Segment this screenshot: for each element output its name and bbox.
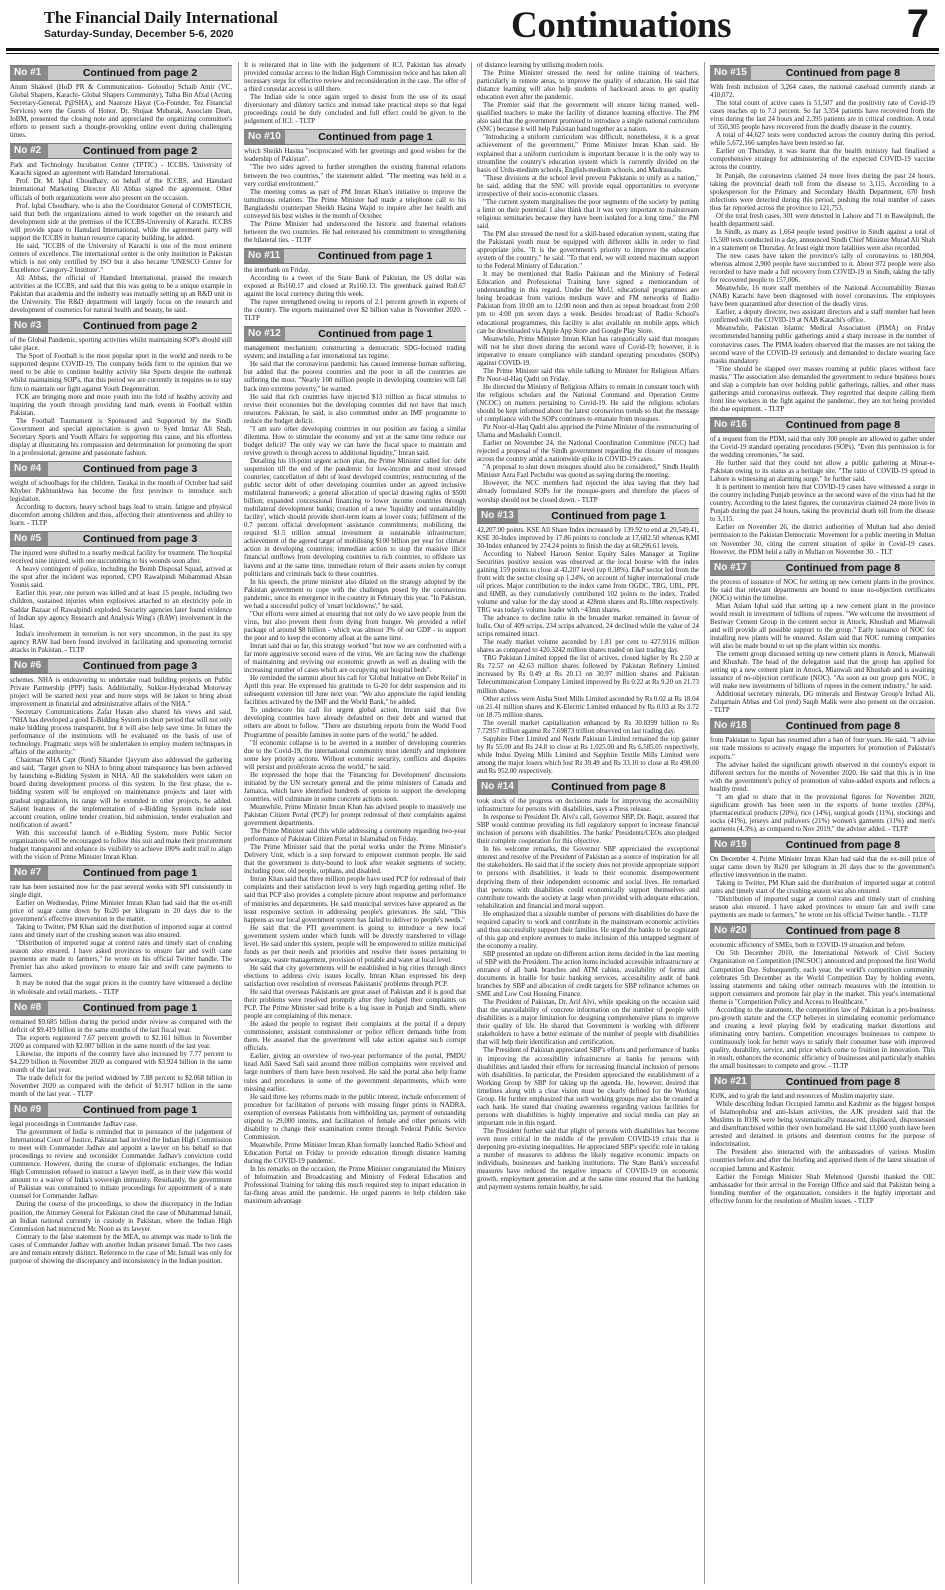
body-paragraph: Earlier on Wednesday, Prime Minister Imran Khan had said that the ex-mill price of sugar came down by Rs20 per kilogram in 20 days due to the government's effective intervention in the matter. — [10, 899, 232, 924]
body-paragraph: The overall market capitalization enhanced by Rs 30.8399 billion to Rs 7.72957 trillion against Rs 7.69873 trillion observed on last trading day. — [477, 719, 699, 735]
continuation-heading: Continued from page 2 — [82, 320, 198, 333]
story-number-badge: No #14 — [477, 780, 518, 794]
body-paragraph: Prof. Iqbal Choudhary, who is also the Coordinator General of COMSTECH, said that both the organizations aimed to work together on the research and development side at the premises of the ICCBS-University of Karachi. ICCBS will provide space to Hamdard International, while the agreement party will support the ICCBS in human resource capacity building, he added. — [10, 202, 232, 242]
continuation-heading: Continued from page 3 — [82, 659, 198, 672]
body-paragraph: took stock of the progress on decisions made for improving the accessibility infrastructure for persons with disabilities, says a Press release. — [477, 798, 699, 814]
story-number-badge: No #17 — [710, 561, 751, 575]
body-paragraph: The PM also stressed the need for a skill-based education system, stating that the Pakistani youth must be equipped with different skills in order to find appropriate jobs. "It is the government's priority to improve the education system of the country," he said. "To that end, we will extend maximum support to the Federal Ministry of Education." — [477, 230, 699, 271]
body-paragraph: "Fine should be slapped over masses roaming at public places without face masks," The association also demanded the government to reduce business hours and slap a complete ban over holding public gatherings, rallies, and other mass gatherings amid coronavirus outbreak. They regretted that despite calling them front line workers in the fight against the pandemic, they are not being provided the due equipment. - TLTP — [710, 365, 935, 413]
body-paragraph: According to a tweet of the State Bank of Pakistan, the US dollar was exposed at Rs160.17 and closed at Rs160.13. The greenback gained Rs0.67 against the local currency during this week. — [244, 274, 466, 299]
body-paragraph: Additional secretary minerals, DG minerals and Bestway Group's Irshad Ali, Zulqarnain Abbas and Col (retd) Saqib Malik were also present on the occasion. - TLTP — [710, 691, 935, 715]
body-paragraph: India's involvement in terrorism is not very uncommon, in the past its spy agency RAW had been found involved in facilitating and sponsoring terrorist attacks in Pakistan. - TLTP — [10, 630, 232, 654]
story-number-badge: No #12 — [244, 327, 285, 341]
body-paragraph: TRG Pakistan Limited topped the list of actives, closed higher by Rs 2.50 at Rs 72.57 on 42.63 million shares followed by Pakistan Refinery Limited increased by Rs 0.49 at Rs 20.13 on 30.97 million shares and Pakistan Telecommunication Company Limited improved by Rs 0.22 at Rs 9.20 on 21.73 million shares. — [477, 655, 699, 695]
continuation-banner — [10, 865, 232, 881]
body-paragraph: "Introducing a uniform curriculum was difficult, nonetheless, it is a great achievement of the government," Prime Minister Imran Khan said. He explained that a uniform curriculum is important because it is the only way to streamline the country's education system which is currently divided on the basis of Urdu-medium schools, English-medium schools, and Madrassahs. — [477, 134, 699, 174]
article-continuation — [244, 248, 466, 323]
continuation-banner — [244, 248, 466, 264]
body-paragraph: remained $9.685 billion during the period under review as compared with the deficit of $9.419 billion in the same months of the last fiscal year. — [10, 1018, 232, 1034]
article-continuation — [477, 508, 699, 776]
body-paragraph: "A proposal to shut down mosques should also be considered," Sindh Health Minister Azra Fazl Pechuhu was quoted as saying during the meeting. — [477, 464, 699, 480]
body-paragraph: On 5th December 2010, the International Network of Civil Society Organization on Competition (INCSOC) announced and proposed the first World Competition Day. Subsequently, each year, the world's competition community celebrates 5th December as the World Competition Day by holding events, issuing statements and taking other outreach measures with the intention to support consumers and promote fair play in the market. This year's international theme is "Competition Policy and Access to Healthcare." — [710, 950, 935, 1006]
paper-name: The Financial Daily International — [44, 8, 278, 27]
continuation-heading: Continued from page 1 — [82, 1001, 198, 1014]
body-paragraph: He said that rich countries have injected $13 trillion as fiscal stimulus to revive their economies but the developing countries did not have that much resources. Pakistan, he said, is also committed under an IMF programme to reduce the budget deficit. — [244, 393, 466, 425]
continuation-heading: Continued from page 2 — [82, 67, 198, 79]
body-paragraph: He said that the coronavirus pandemic has caused immense human suffering, but added that the poorest countries and the poor in all the countries are suffering the most. "Nearly 100 million people in developing countries will fall back into extreme poverty," he warned. — [244, 361, 466, 393]
body-paragraph: He said three key reforms made in the public interest, include enforcement of procedure for facilitation of persons with missing finger prints in NADRA, exemption of overseas Pakistanis from withholding tax, payment of outstanding stipend to 29,000 interns, and facilitation of female and other persons with disability to change their examination centre through Federal Public Service Commission. — [244, 1093, 466, 1141]
body-paragraph: A total of 44,627 tests were conducted across the country during this period, while 5,672,166 samples have been tested so far. — [710, 132, 935, 148]
story-number-badge: No #11 — [244, 249, 284, 263]
continuation-banner — [10, 318, 232, 334]
story-number-badge: No #21 — [710, 1075, 751, 1089]
article-continuation — [244, 326, 466, 1206]
article-continuation — [477, 62, 699, 505]
article-continuation — [10, 143, 232, 315]
body-paragraph: The Prime Minister stressed the need for online training of teachers, particularly in remote areas, to improve the quality of education. He said that distance learning will also help students of backward areas to get quality education even after the pandemic. — [477, 70, 699, 102]
body-paragraph: Earlier on November 24, the National Coordination Committee (NCC) had rejected a proposal of the Sindh government regarding the closure of mosques across the country amid a nationwide spike in COVID-19 cases. — [477, 440, 699, 464]
article-continuation — [710, 923, 935, 1071]
body-paragraph: The ready market volume ascended by 1.81 per cent to 427.9116 million shares as compared to 420.3242 million shares traded on last trading day. — [477, 639, 699, 655]
continuation-heading: Continued from page 1 — [551, 509, 666, 522]
body-paragraph: 42,207.00 points. KSE All Share Index increased by 139.92 to end at 29,549.41, KSE 30-Index improved by 17.86 points to conclude at 17,682.50 whereas KMI 30-Index enhanced by 274.24 points to finish the day at 68,296.61 levels. — [477, 526, 699, 550]
body-paragraph: In his speech, the prime minister also dilated on the strategy adopted by the Pakistan government to cope with the challenges posed by the coronavirus pandemic, since its emergence in the country in February this year. "In Pakistan, we had a successful policy of 'smart lockdowns'," he said. — [244, 578, 466, 610]
continuation-banner — [244, 326, 466, 342]
story-number-badge: No #7 — [10, 866, 48, 880]
body-paragraph: rate has been sustained now for the past several weeks with SPI consistently in single digit. — [10, 883, 232, 899]
body-paragraph: "Our efforts were aimed at ensuring that not only do we save people from the virus, but also prevent them from dying from hunger. We provided a relief package of around $8 billion - which was almost 3% of our GDP - to support the poor and to keep the economy afloat at the same time. — [244, 610, 466, 642]
continuation-heading: Continued from page 8 — [785, 838, 901, 851]
body-paragraph: He asked the people to register their complaints at the portal if a deputy commissioner, assistant commissioner or police officer demands bribe from them. He assured that the government will take action against such corrupt officials. — [244, 1021, 466, 1053]
article-continuation — [710, 718, 935, 834]
article-continuation — [10, 531, 232, 655]
body-paragraph: Mian Aslam Iqbal said that setting up a new cement plant in the province would result in investment of billions of rupees. "We welcome the investment of Bestway Cement Group in the cement sector in Attock, Khushab and Mianwali and will provide all possible support to the group." Early issuance of NOC for installing new plants will be ensured. Aslam said that NOC running companies will also be made bound to set up the plant within six months. — [710, 602, 935, 650]
story-number-badge: No #2 — [10, 144, 48, 158]
body-paragraph: Earlier on Thursday, it was learnt that the health ministry had finalised a comprehensive strategy for administering of the expected COVID-19 vaccine across the country. — [710, 148, 935, 172]
body-paragraph: Likewise, the imports of the country have also increased by 7.77 percent to $4.229 billion in November 2020 as compared with $3.924 billion in the same month of the last year. — [10, 1050, 232, 1074]
body-paragraph: It is pertinent to mention here that COVID-19 cases have witnessed a surge in the country including Punjab province as the second wave of the virus had hit the country. According to the latest figures, the coronavirus claimed 24 more lives in Punjab during the past 24 hours, taking the provincial death toll from the disease to 3,115. — [710, 484, 935, 524]
body-paragraph: However, the NCC members had rejected the idea saying that they had already formulated SOPs for the mosque-goers and therefore the places of worship should not be closed down. - TLTP — [477, 480, 699, 504]
body-paragraph: A heavy contingent of police, including the Bomb Disposal Squad, arrived at the spot after the incident was reported, CPO Rawalpindi Muhammad Ahsan Younis said. — [10, 566, 232, 590]
body-paragraph: The President of Pakistan appreciated SBP's efforts and performance of banks in improving the accessibility infrastructure at banks for persons with disabilities and lauded their efforts for increasing financial inclusion of persons with disabilities. In particular, the President appreciated the establishment of a Working Group by SBP for taking up the agenda. He, however, desired that timelines along with a clear vision must be clearly defined for the Working Group. He further emphasized that such working groups may also be created at each bank. He stated that creating awareness regarding various facilities for persons with disabilities is highly imperative and social media can play an important role in this regard. — [477, 1047, 699, 1127]
body-paragraph: Contrary to the false statement by the MEA, no attempt was made to link the cases of Commander Jadhav with another Indian prisoner Ismail. The two cases are and remain entirely distinct. Reference to the case of Mr. Ismail was only for purpose of showing the discrepancy and inconsistency in the Indian position. — [10, 1233, 232, 1265]
body-paragraph: The Sport of Football is the most popular sport in the world and needs to be supported despite COVID-19. The company holds firm to the opinion that we need to be able to continue healthy activity like Sports despite the outbreak whilst maintaining SOP's, that this period we are currently in requires us to stay firm to maintain our fight against Youth Degeneration. — [10, 353, 232, 393]
body-paragraph: The total count of active cases is 51,507 and the positivity rate of Covid-19 cases reaches up to 7.3 percent. So far 3,354 patients have recovered from the virus during the last 24 hours and 2,395 patients are in critical condition. A total of 350,305 people have recovered from the deadly disease in the country. — [710, 100, 935, 132]
body-paragraph: "I am glad to share that in the provisional figures for November 2020, significant growth has been seen in the exports of home textiles (20%), pharmaceutical products (20%), rice (14%), surgical goods (11%), stockings and socks (41%), jerseys and pullovers (21%) women's garments (11%) and men's garments (4.3%), as compared to Nov 2019," the adviser added. - TLTP — [710, 793, 935, 833]
body-paragraph: Meanwhile, Prime Minister Imran Khan has categorically said that mosques will not be shut down during the second wave of Covid-19; however, it is imperative to ensure compliance with standard operating procedures (SOPs) against COVID-19. — [477, 335, 699, 367]
body-paragraph: He said that overseas Pakistanis are great asset of Pakistan and it is good that their problems were resolved promptly after they lodged their complaints on PCP. The Prime Minister said bribe is a big issue in Punjab and Sindh, where people are complaining of this menace. — [244, 989, 466, 1021]
body-paragraph: the process of issuance of NOC for setting up new cement plants in the province. He said that relevant departments are bound to issue no-objection certificates (NOCs) within the timeline. — [710, 578, 935, 602]
continuation-heading: Continued from page 1 — [317, 249, 433, 262]
body-paragraph: To underscore his call for urgent global action, Imran said that five developing countries have already defaulted on their debt and warned that others are about to follow. "There are disturbing reports from the World Food Programme of possible famines in some parts of the world," he added. — [244, 707, 466, 739]
continuation-heading: Continued from page 3 — [82, 533, 198, 546]
article-continuation — [10, 318, 232, 458]
continuation-heading: Continued from page 8 — [551, 781, 666, 794]
masthead-rule-thin — [6, 53, 939, 54]
body-paragraph: In response to President Dr. Alvi's call, Governor SBP, Dr. Baqir, assured that SBP would continue providing its full regulatory support to increase financial inclusion of persons with disabilities. The banks' Presidents/CEOs also pledged their complete cooperation for this objective. — [477, 814, 699, 846]
body-paragraph: The injured were shifted to a nearby medical facility for treatment. The hospital received nine injured, with one succumbing to his wounds soon after. — [10, 550, 232, 566]
continuation-heading: Continued from page 8 — [785, 720, 901, 733]
body-paragraph: He reminded the summit about his call for 'Global Initiative on Debt Relief' in April this year. He expressed his gratitude to G-20 for debt suspension and its subsequent extension till June next year. "We also appreciate the rapid lending facilities activated by the IMF and the World Bank," he added. — [244, 675, 466, 707]
body-paragraph: The Indian side is once again urged to desist from the use of its usual diversionary and dilatory tactics and instead take practical steps so that legal proceedings could be duly concluded and full effect could be given to the judgement of ICJ. - TLTP — [244, 94, 466, 126]
continuation-banner — [710, 1074, 935, 1090]
continuation-heading: Continued from page 1 — [82, 1104, 198, 1117]
continuation-banner — [10, 143, 232, 159]
body-paragraph: The Prime Minister said that the portal works under the Prime Minister's Delivery Unit, which is a step forward to empower common people. He said that the government is duty-bound to look after weaker segments of society, including poor, old people, orphans, and disabled. — [244, 844, 466, 876]
column-2 — [244, 62, 466, 1582]
continuation-banner — [10, 658, 232, 674]
article-continuation — [710, 1074, 935, 1206]
article-continuation — [244, 62, 466, 126]
article-continuation — [244, 129, 466, 245]
body-paragraph: In Sindh, as many as 1,664 people tested positive in Sindh against a total of 15,500 tests conducted in a day, announced Sindh Chief Minister Murad Ali Shah in a statement on Thursday. At least eight more fatalities were also recorded. — [710, 228, 935, 252]
continuation-heading: Continued from page 1 — [82, 866, 198, 879]
article-continuation — [10, 1102, 232, 1266]
body-paragraph: Earlier, a deputy director, two assistant directors and a staff member had been confirmed with the COVID-19 at NAB Karachi's office. — [710, 309, 935, 325]
body-paragraph: Ali Abbas, the official of Hamdard International, praised the research activities at the ICCBS, and said that this was going to be a unique example in Pakistan that academia and the industry was mutually setting up an R&D unit in the University. The R&D department will largely focus on the research and development of cosmetics for natural health and beauty, he said. — [10, 274, 232, 315]
body-paragraph: The President further said that plight of persons with disabilities has become even more critical in the middle of the prevalent COVID-19 crisis that is deepening pre-existing inequalities. He appreciated SBP's specific role in taking a number of measures to address the likely negative economic impacts on individuals, businesses and banking institutions. The State Bank's successful measures have reduced the negative impacts of COVID-19 on economic growth, employment generation and at the same time ensured that the banking and payment systems remain healthy, he said. — [477, 1127, 699, 1192]
body-paragraph: "These divisions at the school level prevent Pakistanis to unify as a nation," he said, adding that the SNC will provide equal opportunities to everyone irrespective of their socio-economic classes. — [477, 174, 699, 198]
article-continuation — [10, 1000, 232, 1099]
article-continuation — [710, 837, 935, 920]
body-paragraph: "The two sides agreed to further strengthen the existing fraternal relations between the two countries," the statement added. "The meeting was held in a very cordial environment." — [244, 164, 466, 188]
body-paragraph: The Prime Minister said this while addressing a ceremony regarding two-year performance of Pakistan Citizen Portal in Islamabad on Friday. — [244, 828, 466, 844]
article-continuation — [710, 65, 935, 414]
story-number-badge: No #18 — [710, 719, 751, 733]
body-paragraph: The cement group discussed setting up new cement plants in Attock, Mianwali and Khushab. The head of the delegation said that the group has applied for setting up a new cement plant in Attock, Mianwali and Khushab and is awaiting issuance of no-objection certificate (NOC). "As soon as our group gets NOC, it will make new investments of billions of rupees in the cement industry," he said. — [710, 651, 935, 691]
body-paragraph: The President also interacted with the ambassadors of various Muslim countries before and after the briefing and apprised them of the latest situation of occupied Jammu and Kashmir. — [710, 1149, 935, 1173]
body-paragraph: During the course of the proceedings, to show the discrepancy in the Indian position, the Attorney General for Pakistan cited the case of Muhammad Ismail, an Indian national currently in custody in Pakistan, where the Indian High Commission had instructed Mr. Noon as its lawyer. — [10, 1201, 232, 1233]
story-number-badge: No #10 — [244, 130, 285, 144]
body-paragraph: According to the statement, the competition law of Pakistan is a pro-business, pro-growth statute and the CCP believes in stimulating economic performance and creating a level playing field by eradicating market distortions and eliminating entry barriers. Competition encourages businesses to compete to continuously look for better ways to satisfy their consumer base with improved quality, durability, service, and price which come to fruition in innovation. This in result, enhances the economic efficiency of businesses and particularly enables the small businesses to compete and grow. - TLTP — [710, 1006, 935, 1071]
section-title: Continuations — [511, 5, 732, 46]
body-paragraph: of distance learning by utilising modern tools. — [477, 62, 604, 69]
body-paragraph: With fresh inclusion of 3,264 cases, the national caseload currently stands at 410,072. — [710, 84, 935, 100]
story-number-badge: No #3 — [10, 319, 48, 333]
continuation-banner — [10, 531, 232, 547]
body-paragraph: Other actives were Aisha Steel Mills Limited ascended by Rs 0.02 at Rs 18.04 on 21.41 million shares and K-Electric Limited enhanced by Rs 0.03 at Rs 3.72 on 18.75 million shares. — [477, 695, 699, 719]
body-paragraph: The meeting comes as part of PM Imran Khan's initiative to improve the tumultuous relations. The Prime Minister had made a telephone call to his Bangladeshi counterpart Sheikh Hasina Wajid to inquire after her health and conveyed his best wishes in the month of October. — [244, 188, 466, 220]
column-divider — [471, 62, 472, 1584]
body-paragraph: It may be noted that the sugar prices in the country have witnessed a decline in wholesale and retail markets. - TLTP — [10, 980, 232, 996]
body-paragraph: Of the total fresh cases, 301 were detected in Lahore and 71 in Rawalpindi, the health department said. — [710, 212, 935, 228]
body-paragraph: "Distribution of imported sugar at control rates and timely start of crushing season also ensured. I have asked provinces to ensure fair and swift cane payments are made to farmers," he wrote on his official Twitter handle. - TLTP — [710, 896, 935, 920]
body-paragraph: Taking to Twitter, PM Khan said the distribution of imported sugar at control rates and timely start of the crushing season was also ensured. — [710, 880, 935, 896]
body-paragraph: Meanwhile, 16 more staff members of the National Accountability Bureau (NAB) Karachi have been diagnosed with novel coronavirus. The employees have been quarantined after detection of the deadly virus. — [710, 285, 935, 309]
body-paragraph: The Football Tournament is Sponsored and Supported by the Sindh Government and special appreciation is given to Syed Imtiaz Ali Shah, Secretary Sports and Youth Affairs for supporting this cause, and his effortless display at illustrating his compassion and determination for promoting the sport in a professional, genuine and passionate fashion. — [10, 417, 232, 457]
article-continuation — [10, 658, 232, 862]
story-number-badge: No #16 — [710, 418, 751, 432]
story-number-badge: No #15 — [710, 66, 751, 80]
continuation-banner — [710, 417, 935, 433]
body-paragraph: FCK are bringing more and more youth into the fold of healthy activity and inspiring the youth through providing land mark events in Football within Pakistan. — [10, 393, 232, 417]
continuation-banner — [10, 1000, 232, 1016]
body-paragraph: In Punjab, the coronavirus claimed 24 more lives during the past 24 hours, taking the provincial death toll from the disease to 3,115. According to a spokesperson for the Primary and Secondary Health Department, 670 fresh infections were detected during this period, pushing the total number of cases thus far reported across the province to 121,753. — [710, 172, 935, 212]
body-paragraph: The Premier said that the government will ensure hiring trained, well-qualified teachers to make the facility of distance learning effective. The PM also said that the government promised to introduce a single national curriculum (SNC) because it will help Pakistan band together as a nation. — [477, 102, 699, 134]
masthead-rule — [6, 48, 939, 51]
body-paragraph: He expressed the hope that the 'Financing for Development' discussions initiated by the UN secretary general and the prime ministers of Canada and Jamaica, which have identified hundreds of options to support the developing countries, will culminate in some concrete actions soon. — [244, 771, 466, 803]
body-paragraph: Meanwhile, Pakistan Islamic Medical Association (PIMA) on Friday recommended banning public gatherings amid a sharp increase in the number of coronavirus cases. The PIMA leaders observed that the masses are not taking the second wave of the COVID-19 seriously and demanded to declare wearing face masks mandatory. — [710, 325, 935, 365]
body-paragraph: Meanwhile, Prime Minister Imran Khan has advised people to massively use Pakistan Citizen Portal (PCP) for prompt redressal of their complaints against government departments. — [244, 803, 466, 828]
body-paragraph: In his remarks on the occasion, the Prime Minister congratulated the Ministry of Information and Broadcasting and Ministry of Federal Education and Professional Training for taking this much required step to impart education in far-flung areas amid the pandemic. He urged parents to help children take maximum advantage — [244, 1166, 466, 1206]
body-paragraph: SBP presented an update on different action items decided in the last meeting of SBP with the President. The action items included accessible infrastructure at entrance of all bank branches and ATM cabins, availability of forms and documents in braille for basic banking services, accessibility audit of bank branches by SBP and allocation of credit targets for SBP refinance schemes on SME and Low Cost Housing Finance. — [477, 950, 699, 999]
body-paragraph: On December 4, Prime Minister Imran Khan had said that the ex-mill price of sugar came down by Rs20 per kilogram in 20 days due to the government's effective intervention in the matter. — [710, 855, 935, 880]
body-paragraph: It is reiterated that in line with the judgement of ICJ, Pakistan has already provided consular access to the Indian High Commission twice and has taken all necessary steps for effective review and reconsideration in the case. The offer of a third consular access is still there. — [244, 62, 466, 94]
article-continuation — [710, 560, 935, 716]
body-paragraph: The adviser hailed the significant growth observed in the country's export in different sectors for the months of November 2020. He said that this is in line with the government's policy of promotion of value-added exports and reflects a healthy trend. — [710, 761, 935, 793]
body-paragraph: Detailing his 10-point urgent action plan, the Prime Minister called for: debt suspension till the end of the pandemic for low-income and most stressed countries; cancellation of debt of least developed countries; restructuring of the public sector debt of other developing countries under an agreed inclusive multilateral framework; a general allocation of special drawing rights of $500 billion; expanded concessional financing to lower income countries through multilateral development banks; creation of a new 'liquidity and sustainability facility', which should provide short-term loans at lower costs; fulfilment of the 0.7 percent official development assistance commitments; mobilizing the required $1.5 trillion annual investment in sustainable infrastructure; achievement of the agreed target of mobilising $100 billion per year for climate action in developing countries; immediate action to stop the massive illicit financial outflows from developing countries to rich countries, to offshore tax havens and at the same time, immediate return of their assets stolen by corrupt politicians and criminals back to these countries. — [244, 457, 466, 578]
body-paragraph: which Sheikh Hasina "reciprocated with her greetings and good wishes for the leadership of Pakistan". — [244, 148, 466, 164]
article-continuation — [710, 417, 935, 557]
body-paragraph: The Prime Minister said this while talking to Minister for Religious Affairs Pir Noor-ul-Haq Qadri on Friday. — [477, 367, 699, 383]
body-paragraph: of the Global Pandemic, sporting activities whilst maintaining SOP's should still take place. — [10, 337, 232, 353]
continuation-heading: Continued from page 3 — [82, 462, 198, 475]
body-paragraph: Earlier the Foreign Minister Shah Mehmood Qureshi thanked the OIC ambassador for their arrival in the Foreign Office and said that Pakistan being a founding member of the organization, considers it the highly important and effective forum for the resolution of Muslim issues. - TLTP — [710, 1173, 935, 1205]
continuation-banner — [244, 129, 466, 145]
continuation-heading: Continued from page 1 — [318, 131, 433, 144]
body-paragraph: With this successful launch of e-Bidding System, more Public Sector organizations will be encouraged to follow this suit and make their procurement budget transparent and enhance its visibility to achieve 100% audit trail to align with the vision of Prime Minister Imran Khan. — [10, 829, 232, 861]
body-paragraph: The exports registered 7.67 percent growth to $2.161 billion in November 2020 as compared with $2.007 billion in the same month of the last year. — [10, 1034, 232, 1050]
body-paragraph: Anum Shakeel (HoD PR & Communication- Goloutlo) Schaib Amir (VC, Global Shapers, Karachi- Global Shapers Community), Talha Bin Afzal (Acting Secretary-General, P@SHA), and Nauroze Hayat (Co-Founder, Tez Financial Services) were the Guests of Honor. Dr. Shujaat Mubarak, Associate Dean, IoBM, presented the closing note and appreciated the organizing committee's efforts to present such a thought-provoking online event during challenging times. — [10, 84, 232, 140]
body-paragraph: Imran Khan said that three million people have used PCP for redressal of their complaints and their satisfaction level is very high regarding getting relief. He said that PCP also provides a complete picture about response and performance of ministries and departments. He said municipal services have appeared as the least responsive section in addressing people's grievances. He said, "This happens as our local government system has failed to deliver to people's needs." — [244, 876, 466, 924]
page-number: 7 — [906, 2, 929, 46]
story-number-badge: No #19 — [710, 838, 751, 852]
continuation-banner — [477, 779, 699, 795]
body-paragraph: In his welcome remarks, the Governor SBP appreciated the exceptional interest and resolve of the President of Pakistan as a source of inspiration for all the stakeholders. He said that if the society does not provide appropriate support to persons with disabilities, it leads to their economic disempowerment depriving them of their independent economic and social lives. He remarked that persons with disabilities could economically support themselves and contribute towards the society at large when provided with adequate education, rehabilitation and financial and moral support. — [477, 846, 699, 910]
body-paragraph: Imran said that so far, this strategy worked "but now we are confronted with a far more aggressive second wave of the virus. We are facing now the challenge of maintaining and reviving our economic growth as well as dealing with the increasing number of cases which are occupying our hospital beds". — [244, 643, 466, 675]
body-paragraph: The government of India is reminded that in pursuance of the judgement of International Court of Justice, Pakistan had invited the Indian High Commission to meet with Commander Jadhav and appoint a lawyer on his behalf so that proceedings to review and reconsider Commander Jadhav's conviction could commence. However, during the course of diplomatic exchanges, the Indian High Commission refused to instruct a lawyer itself, as in their view this would amount to a waiver of India's sovereign immunity. Resultantly, the government of Pakistan was constrained to initiate proceedings for appointment of a state counsel for Commander Jadhav. — [10, 1129, 232, 1201]
continuation-banner — [710, 837, 935, 853]
body-paragraph: schemes. NHA is endeavoring to undertake road building projects on Public Private Partnership (PPP) basis. Additionally, Sukkur-Hyderabad Motorway project will be started next year and more steps will be taken to bring about improvement in financial and administrative affairs of the NHA." — [10, 676, 232, 708]
body-paragraph: "I am sure other developing countries in our position are facing a similar dilemma. How to stimulate the economy and yet at the same time reduce our budget deficit? The only way we can have the fiscal space to maintain and revive growth is through access to additional liquidity," Imran said. — [244, 425, 466, 457]
body-paragraph: Pir Noor-ul-Haq Qadri also apprised the Prime Minister of the restructuring of Ulama and Mashaikh Council. — [477, 424, 699, 440]
continuation-heading: Continued from page 8 — [785, 925, 901, 938]
continuation-heading: Continued from page 8 — [785, 561, 901, 574]
body-paragraph: Earlier this year, one person was killed and at least 15 people, including two children, sustained injuries when explosives attached to an electricity pole in Saddar Bazaar of Rawalpindi exploded. Security agencies later found evidence of Indian spy agency Research and Analysis Wing's (RAW) involvement in the blast. — [10, 590, 232, 630]
story-number-badge: No #5 — [10, 532, 48, 546]
body-paragraph: He said, "ICCBS of the University of Karachi is one of the most eminent centers of excellence. The international center is the only institution in Pakistan which is not only certified by ISO but it also became 'UNESCO Center for Excellence Category-2 Institute'." — [10, 242, 232, 274]
continuation-banner — [477, 508, 699, 524]
column-1 — [10, 62, 232, 1582]
body-paragraph: the interbank on Friday. — [244, 266, 310, 274]
continuation-banner — [10, 1102, 232, 1118]
masthead — [6, 0, 939, 64]
article-continuation — [477, 779, 699, 1192]
body-paragraph: The new cases have taken the province's tally of coronavirus to 180,904, whereas almost 2,900 people have succumbed to it. About 972 people were also recorded to have made a full recovery from COVID-19 in Sindh, taking the tally for recovered people to 157,006. — [710, 252, 935, 285]
continuation-banner — [710, 718, 935, 734]
article-continuation — [10, 865, 232, 997]
body-paragraph: weight of schoolbags for the children. Tarakai in the month of October had said Khyber Pakhtunkhwa has become the first province to introduce such legislation. — [10, 479, 232, 504]
continuation-heading: Continued from page 8 — [785, 1076, 901, 1089]
continuation-banner — [710, 923, 935, 939]
body-paragraph: Earlier, giving an overview of two-year performance of the portal, PMDU head Adil Saeed Safi said around three million complaints were received and large numbers of them have been resolved. He said the portal also help frame rules and procedures in some of the government departments, which were missing earlier. — [244, 1053, 466, 1093]
body-paragraph: The rupee strengthened owing to reports of 2.1 percent growth in exports of the country. The exports maintained over $2 billion value in November 2020. - TLTP — [244, 299, 466, 323]
body-paragraph: The trade deficit for the period widened by 7.88 percent to $2.068 billion in November 2020 as compared with the deficit of $1.917 billion in the same month of the last year. - TLTP — [10, 1074, 232, 1098]
body-paragraph: He said that the PTI government is going to introduce a new local government system under which funds will be directly transferred to village level. He said under this system, people will be empowered to utilize municipal funds as per their needs and priorities and resolve their issues pertaining to sewerage, waste management, provision of potable and water at local level. — [244, 924, 466, 964]
story-number-badge: No #13 — [477, 509, 518, 523]
body-paragraph: Prof. Dr. M. Iqbal Choudhary, on behalf of the ICCBS, and Hamdard International Marketing Director Ali Abbas signed the agreement. Other officials of both organizations were also present on the occasion. — [10, 178, 232, 202]
body-paragraph: Sapphire Fiber Limited and Nestle Pakistan Limited remained the top gainer by Rs 55.00 and Rs 24.8 to close at Rs 1,025.00 and Rs 6,585.05 respectively, while Indus Dyeing Mills Limited and Sapphire Textile Mills Limited were among the major losers which lost Rs 39.49 and Rs 33.10 to close at Rs 498.00 and Rs 952.00 respectively. — [477, 735, 699, 775]
continuation-heading: Continued from page 8 — [785, 418, 901, 431]
body-paragraph: The President of Pakistan, Dr. Arif Alvi, while speaking on the occasion said that the unavailability of concrete information on the number of people with disabilities is a major limitation for designing comprehensive plans to improve their quality of life. He shared that Government is working with different stakeholders to have a better estimate of the number of people with disabilities that will help their identification and certification. — [477, 999, 699, 1047]
body-paragraph: It may be mentioned that Radio Pakistan and the Ministry of Federal Education and Professional Training have signed a memorandum of understanding in this regard. Under the MoU, educational programmes are being broadcast from various medium wave and FM networks of Radio Pakistan from 10:00 am to 12:00 noon and then as repeat broadcast from 2:00 pm to 4:00 pm seven days a week. Besides broadcast of Radio School's educational programmes, this facility is also available on mobile apps, which can be downloaded via Apple App Store and Google Play Store. — [477, 271, 699, 335]
body-paragraph: He emphasized that a sizeable number of persons with disabilities do have the required capacity to work and contribute in the mainstream economic activities and thus successfully support their families. He urged the banks to be cognizant of this gap and explore avenues to make inclusion of this untapped segment of the economy a reality. — [477, 910, 699, 950]
body-paragraph: According to Nabeel Haroon Senior Equity Sales Manager at Topline Securities positive session was observed at the local bourse with the index gaining 159 points to close at 42,207 level (up 0.38%). E&P sector led from the front with the sector closing up 1.24%, on account of higher international crude oil prices. Major contribution to the index came from OGDC, TRG, UBL, PPL and HMB, as they cumulatively contributed 102 points to the index. Traded volume and value for the day stood at 428mn shares and Rs.18bn respectively. TRG was today's volume leader with ~43mn shares. — [477, 550, 699, 615]
column-divider — [704, 62, 705, 1584]
body-paragraph: Park and Technology Incubation Center (TPTIC) - ICCBS, University of Karachi signed an agreement with Hamdard International. — [10, 162, 232, 178]
body-paragraph: Secretary Communications Zafar Hasan also shared his views and said, "NHA has developed a good E-Bidding System in short period that will not only make bidding process transparent, but it will also help save time. In future the performance of the institutions will be evaluated on the basis of use of technology. Pragmatic steps will be undertaken to employ modern techniques in affairs of the authority." — [10, 709, 232, 757]
body-paragraph: IOJK, and to grab the land and resources of Muslim majority state. — [710, 1093, 895, 1101]
body-paragraph: According to doctors, heavy school bags lead to strain, fatigue and physical discomfort among children and thus, affecting their attentiveness and ability to learn. - TLTP — [10, 504, 232, 528]
continuation-banner — [710, 65, 935, 81]
body-paragraph: He said that city governments will be established in big cities through direct elections to address civic issues locally. Imran Khan expressed his deep satisfaction over resolution of overseas Pakistanis' problems through PCP. — [244, 964, 466, 988]
body-paragraph: Chairman NHA Capt (Retd) Sikander Qayyum also addressed the gathering and said, "Target given to NHA to bring about transparency has been achieved by launching e-Bidding System in NHA. All the stakeholders were taken on board during development process of this system. In the first phase, the e-bidding system will be employed on maintenance projects and later with gradual upgradation, its range will be extended to other projects, he added. Salient features of the implementation of e-Bidding System include user account creation, online tender creation, bid submission, tender evaluation and notification of award." — [10, 757, 232, 829]
body-paragraph: Earlier on November 26, the district authorities of Multan had also denied permission to the Pakistan Democratic Movement for a public meeting in Multan on November 30, citing the current situation of spike in Covid-19 cases. However, the PDM held a rally in Multan on November 30. - TLT — [710, 524, 935, 556]
continuation-banner — [10, 461, 232, 477]
body-paragraph: from Pakistan to Japan has resumed after a ban of four years. He said, "I advise our trade missions to actively engage the importers for promotion of Pakistan's exports." — [710, 737, 935, 761]
body-paragraph: The Prime Minister had underscored the historic and fraternal relations between the two countries. He had reiterated his commitment to strengthening the bilateral ties. - TLTP — [244, 220, 466, 244]
body-paragraph: legal proceedings in Commander Jadhav case. — [10, 1121, 138, 1129]
continuation-banner — [10, 65, 232, 81]
story-number-badge: No #1 — [10, 66, 48, 80]
continuation-heading: Continued from page 8 — [785, 67, 901, 79]
body-paragraph: Meanwhile, Prime Minister Imran Khan formally launched Radio School and Education Portal on Friday to provide education through distance learning during the COVID-19 pandemic. — [244, 1141, 466, 1165]
story-number-badge: No #9 — [10, 1103, 48, 1117]
body-paragraph: He directed the Ministry of Religious Affairs to remain in constant touch with the religious scholars and the National Command and Operation Centre (NCOC) on matters pertaining to Covid-19. He said the religious scholars should be kept informed about the latest coronavirus trends so that the message of compliance with the SOPs continues to emanate from mosques. — [477, 383, 699, 424]
issue-date: Saturday-Sunday, December 5-6, 2020 — [44, 28, 234, 40]
body-paragraph: economic efficiency of SMEs, both in COVID-19 situation and before. — [710, 942, 906, 950]
continuation-banner — [710, 560, 935, 576]
body-paragraph: "Distribution of imported sugar at control rates and timely start of crushing season also ensured. I have asked provinces to ensure fair and swift cane payments are made to farmers," he wrote on his official Twitter handle. The Premier has also asked provinces to ensure fair and swift cane payments to farmers. — [10, 940, 232, 980]
body-paragraph: The advance to decline ratio in the broader market remained in favour of bulls. Out of 409 scrips, 234 scrips advanced, 24 declined while the value of 24 scrips remained intact. — [477, 615, 699, 639]
body-paragraph: management mechanism; constructing a democratic SDG-focused trading system; and installing a fair international tax regime. — [244, 345, 466, 361]
article-continuation — [10, 65, 232, 140]
article-continuation — [10, 461, 232, 528]
body-paragraph: While describing Indian Occupied Jammu and Kashmir as the biggest hotspot of Islamophobia and anti-Islam activities, the AJK president said that the Muslims in IOJK were being systematically massacred, displaced, dispossessed and disenfranchised within their own homeland. He said 13,000 youth have been arrested and detained in prisons and detention centres for the purpose of indoctrination. — [710, 1101, 935, 1149]
continuation-heading: Continued from page 2 — [82, 145, 198, 158]
body-paragraph: "If economic collapse is to be averted in a number of developing countries due to the Covid-19, the international community must identify and implement some key priority actions. Without economic security, conflicts and disputes will persist and proliferate across the world," he said. — [244, 739, 466, 771]
body-paragraph: He further said that they could not allow a public gathering at Minar-e-Pakistan owing to its status as a heritage site. "The ratio of COVID-19 spread in Lahore is witnessing an alarming surge," he further said. — [710, 460, 935, 484]
story-number-badge: No #20 — [710, 924, 751, 938]
body-paragraph: "The current system marginalises the poor segments of the society by putting a limit on their potential. I also think that it was very important to mainstream religious seminaries because they have been isolated for a long time," the PM said. — [477, 198, 699, 230]
column-divider — [238, 62, 239, 1584]
continuation-heading: Continued from page 1 — [318, 328, 433, 341]
column-4 — [710, 62, 935, 1582]
column-3 — [477, 62, 699, 1582]
story-number-badge: No #6 — [10, 659, 48, 673]
story-number-badge: No #4 — [10, 462, 48, 476]
body-paragraph: Taking to Twitter, PM Khan said the distribution of imported sugar at control rates and timely start of the crushing season was also ensured. — [10, 924, 232, 940]
body-paragraph: of a request from the PDM, said that only 300 people are allowed to gather under the Covid-19 standard operating procedures (SOPs). "Even this permission is for the wedding ceremonies," he said. — [710, 435, 935, 460]
story-number-badge: No #8 — [10, 1001, 48, 1015]
